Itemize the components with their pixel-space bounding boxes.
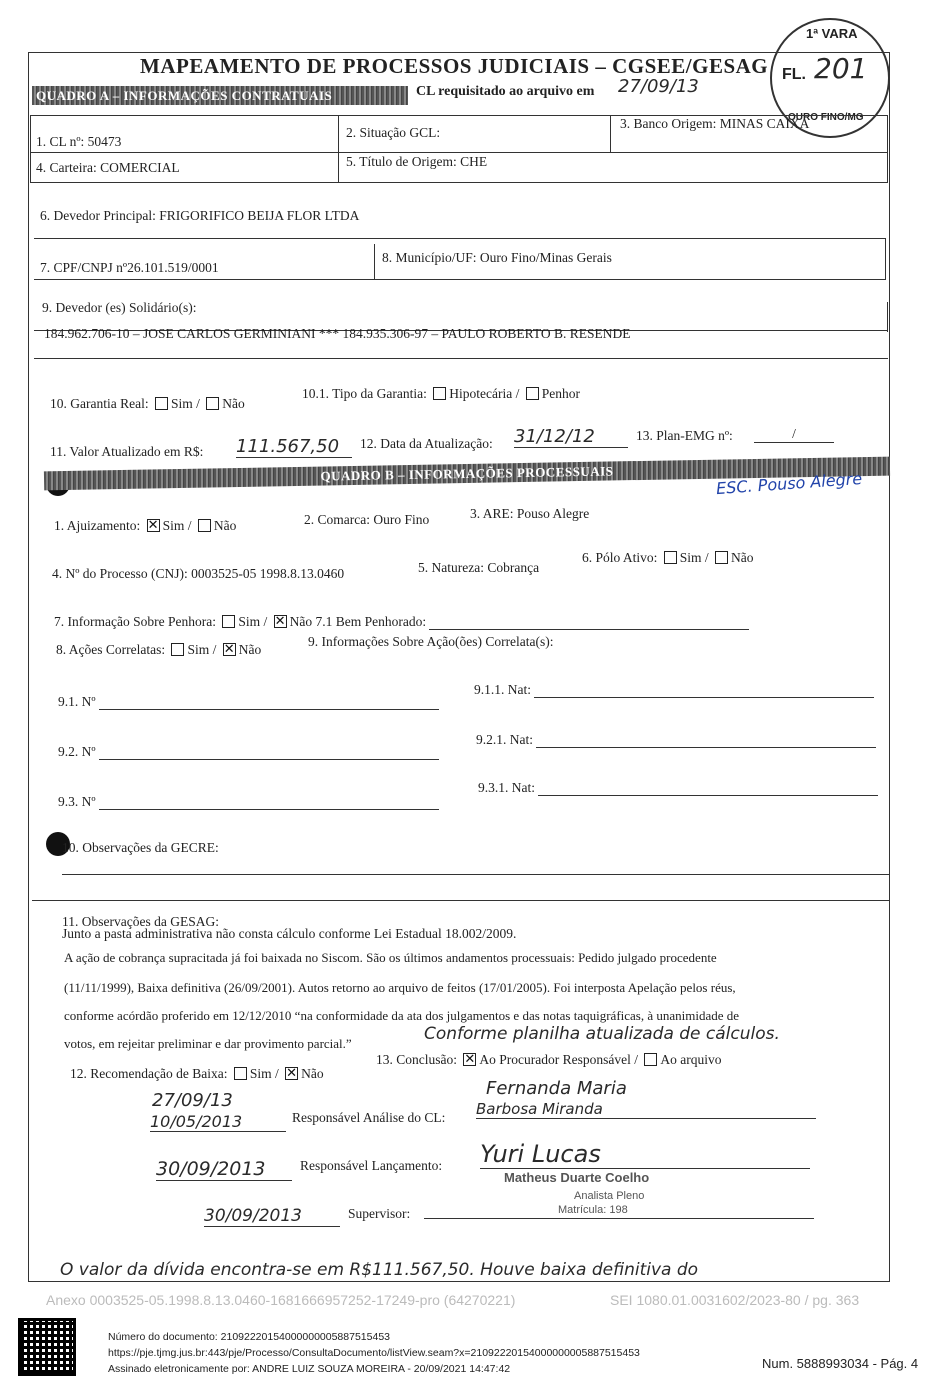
penhor-label: Penhor <box>541 386 580 401</box>
n93-row <box>58 794 439 810</box>
nao-label: Não <box>222 396 245 411</box>
cl-requisitado-date: 27/09/13 <box>618 76 699 97</box>
nao-label: Não <box>213 518 237 533</box>
date-b: 10/05/2013 <box>150 1112 286 1132</box>
nat911-field[interactable] <box>534 697 874 698</box>
recomendacao-sim-checkbox[interactable] <box>234 1067 247 1080</box>
quadro-a-bar: QUADRO A – INFORMAÇÕES CONTRATUAIS <box>32 86 408 105</box>
divider <box>34 358 888 359</box>
penhora-nao-checkbox[interactable] <box>274 615 287 628</box>
polo-sim-checkbox[interactable] <box>664 551 677 564</box>
form-title: MAPEAMENTO DE PROCESSOS JUDICIAIS – CGSEE/GESAG <box>140 54 769 78</box>
hipotecaria-checkbox[interactable] <box>433 387 446 400</box>
doc-url[interactable]: https://pje.tjmg.jus.br:443/pje/Processo/ConsultaDocumento/listView.seam?x=21092220154000000005887515453 <box>108 1347 640 1359</box>
municipio-uf: 8. Município/UF: Ouro Fino/Minas Gerais <box>382 250 612 265</box>
numero-processo: 4. Nº do Processo (CNJ): 0003525-05 1998.8.13.0460 <box>52 566 345 581</box>
ajuizamento-sim-checkbox[interactable] <box>147 519 160 532</box>
obs-line-5: votos, em rejeitar preliminar e dar provimento parcial.” <box>64 1036 352 1051</box>
obs-handwritten: Conforme planilha atualizada de cálculos. <box>424 1024 780 1044</box>
obs-line-1: Junto a pasta administrativa não consta cálculo conforme Lei Estadual 18.002/2009. <box>62 926 517 941</box>
assinado: Assinado eletronicamente por: ANDRE LUIZ SOUZA MOREIRA - 20/09/2021 14:47:42 <box>108 1363 511 1375</box>
garantia-nao-checkbox[interactable] <box>206 397 219 410</box>
anexo-watermark: Anexo 0003525-05.1998.8.13.0460-1681666957252-17249-pro (64270221) <box>46 1292 516 1308</box>
plan-emg-value: / <box>754 426 834 443</box>
ajuizamento-label: 1. Ajuizamento: <box>54 518 141 533</box>
n91-row <box>58 694 439 710</box>
nat931-field[interactable] <box>538 795 878 796</box>
ajuizamento-nao-checkbox[interactable] <box>198 519 211 532</box>
sig-analise-1: Fernanda Maria <box>486 1078 627 1099</box>
n91-field[interactable] <box>99 709 439 710</box>
nat911-label: 9.1.1. Nat: <box>474 682 531 697</box>
cl-number: 1. CL nº: 50473 <box>36 134 122 149</box>
plan-emg-label: 13. Plan-EMG nº: <box>636 428 733 443</box>
nat921-field[interactable] <box>536 747 876 748</box>
stamp-fl: FL. <box>782 66 806 83</box>
n91-label: 9.1. Nº <box>58 694 96 709</box>
bem-penhorado-label: 7.1 Bem Penhorado: <box>315 614 427 629</box>
cpf-cnpj: 7. CPF/CNPJ nº26.101.519/0001 <box>40 260 219 275</box>
polo-nao-checkbox[interactable] <box>715 551 728 564</box>
sim-label: Sim / <box>238 614 268 629</box>
sim-label: Sim / <box>170 396 200 411</box>
resp-analise-label: Responsável Análise do CL: <box>292 1110 446 1125</box>
quadro-b-bar: QUADRO B – INFORMAÇÕES PROCESSUAIS <box>44 457 890 491</box>
nao-label: Não <box>731 550 754 565</box>
n93-label: 9.3. Nº <box>58 794 96 809</box>
stamp-role: Analista Pleno <box>574 1190 645 1202</box>
recomendacao-nao-checkbox[interactable] <box>285 1067 298 1080</box>
hipotecaria-label: Hipotecária / <box>449 386 520 401</box>
supervisor-label: Supervisor: <box>348 1206 411 1221</box>
devedores-solidarios-label: 9. Devedor (es) Solidário(s): <box>42 300 197 315</box>
sei-watermark: SEI 1080.01.0031602/2023-80 / pg. 363 <box>610 1292 860 1308</box>
n92-label: 9.2. Nº <box>58 744 96 759</box>
nat911-row <box>474 682 874 698</box>
ajuizamento-row <box>54 518 236 534</box>
divider <box>338 115 339 183</box>
cl-requisitado-label: CL requisitado ao arquivo em <box>416 84 595 99</box>
sig-analise-2: Barbosa Miranda <box>476 1100 816 1119</box>
garantia-sim-checkbox[interactable] <box>155 397 168 410</box>
recomendacao-row <box>70 1066 324 1082</box>
acoes-sim-checkbox[interactable] <box>171 643 184 656</box>
penhora-sim-checkbox[interactable] <box>222 615 235 628</box>
titulo-origem: 5. Título de Origem: CHE <box>346 154 488 169</box>
tipo-garantia-row <box>302 386 580 402</box>
qr-code <box>18 1318 76 1376</box>
nao-label: Não <box>289 614 313 629</box>
ao-procurador-checkbox[interactable] <box>463 1053 476 1066</box>
sim-label: Sim / <box>162 518 192 533</box>
obs-gecre-label: 10. Observações da GECRE: <box>62 840 219 855</box>
acoes-row <box>56 642 261 658</box>
n93-field[interactable] <box>99 809 439 810</box>
obs-line-3: (11/11/1999), Baixa definitiva (26/09/2001). Autos retorno ao arquivo de feitos (17/01/2005). Foi interposta Apelação pelos réus, <box>64 980 736 995</box>
doc-number: Número do documento: 21092220154000000005887515453 <box>108 1331 390 1343</box>
stamp-bottom-text: OURO FINO/MG <box>788 112 864 123</box>
penhor-checkbox[interactable] <box>526 387 539 400</box>
sim-label: Sim / <box>679 550 709 565</box>
bottom-handwritten: O valor da dívida encontra-se em R$111.567,50. Houve baixa definitiva do <box>60 1260 699 1280</box>
ao-arquivo-checkbox[interactable] <box>644 1053 657 1066</box>
valor-atualizado: 111.567,50 <box>236 436 352 458</box>
polo-ativo-row <box>582 550 754 566</box>
date-d: 30/09/2013 <box>204 1206 340 1227</box>
tipo-garantia-label: 10.1. Tipo da Garantia: <box>302 386 427 401</box>
stamp-name: Matheus Duarte Coelho <box>504 1170 650 1185</box>
natureza: 5. Natureza: Cobrança <box>418 560 540 575</box>
data-atualizacao: 31/12/12 <box>514 426 628 448</box>
nat931-label: 9.3.1. Nat: <box>478 780 535 795</box>
ao-procurador-label: Ao Procurador Responsável / <box>479 1052 638 1067</box>
sig-lancamento: Yuri Lucas <box>480 1140 810 1169</box>
recomendacao-label: 12. Recomendação de Baixa: <box>70 1066 228 1081</box>
esc-note: ESC. Pouso Alegre <box>715 468 863 499</box>
acoes-label: 8. Ações Correlatas: <box>56 642 166 657</box>
divider <box>424 1218 814 1219</box>
polo-label: 6. Pólo Ativo: <box>582 550 658 565</box>
conclusao-label: 13. Conclusão: <box>376 1052 457 1067</box>
acoes-nao-checkbox[interactable] <box>223 643 236 656</box>
nat931-row <box>478 780 878 796</box>
sim-label: Sim / <box>187 642 217 657</box>
stamp-top-text: 1ª VARA <box>806 26 858 41</box>
obs-gesag-label: 11. Observações da GESAG: <box>62 914 219 929</box>
penhora-label: 7. Informação Sobre Penhora: <box>54 614 216 629</box>
ao-arquivo-label: Ao arquivo <box>660 1052 722 1067</box>
date-a: 27/09/13 <box>152 1090 233 1111</box>
devedor-principal: 6. Devedor Principal: FRIGORIFICO BEIJA FLOR LTDA <box>40 208 360 223</box>
nao-label: Não <box>301 1066 324 1081</box>
n92-row <box>58 744 439 760</box>
sim-label: Sim / <box>249 1066 279 1081</box>
divider <box>30 152 888 153</box>
date-c: 30/09/2013 <box>156 1158 292 1181</box>
banco-origem: 3. Banco Origem: MINAS CAIXA <box>620 116 810 131</box>
nao-label: Não <box>238 642 262 657</box>
nat921-row <box>476 732 876 748</box>
num-pag: Num. 5888993034 - Pág. 4 <box>762 1356 919 1371</box>
obs-line-4: conforme acórdão proferido em 12/12/2010 “na conformidade da ata dos julgamentos e das notas taquigráficas, à unanimidade de <box>64 1008 740 1023</box>
are: 3. ARE: Pouso Alegre <box>470 506 590 521</box>
conclusao-row <box>376 1052 721 1068</box>
stamp-mat: Matrícula: 198 <box>558 1204 628 1216</box>
data-atualizacao-label: 12. Data da Atualização: <box>360 436 493 451</box>
penhora-row <box>54 614 749 630</box>
obs-line-2: A ação de cobrança supracitada já foi baixada no Siscom. São os últimos andamentos processuais: Pedido julgado procedente <box>64 950 717 965</box>
divider <box>610 115 611 152</box>
comarca: 2. Comarca: Ouro Fino <box>304 512 430 527</box>
devedores-solidarios: 184.962.706-10 – JOSE CARLOS GERMINIANI *** 184.935.306-97 – PAULO ROBERTO B. RESENDE <box>44 326 631 341</box>
garantia-label: 10. Garantia Real: <box>50 396 149 411</box>
divider <box>62 874 890 875</box>
valor-label: 11. Valor Atualizado em R$: <box>50 444 204 459</box>
info-acoes-label: 9. Informações Sobre Ação(ões) Correlata(s): <box>308 634 554 649</box>
garantia-row <box>50 396 245 412</box>
n92-field[interactable] <box>99 759 439 760</box>
carteira: 4. Carteira: COMERCIAL <box>36 160 180 175</box>
divider <box>32 900 890 901</box>
divider <box>374 244 375 280</box>
stamp-page-number: 201 <box>814 52 868 85</box>
bem-penhorado-field[interactable] <box>429 629 749 630</box>
nat921-label: 9.2.1. Nat: <box>476 732 533 747</box>
resp-lancamento-label: Responsável Lançamento: <box>300 1158 443 1173</box>
situacao-gcl: 2. Situação GCL: <box>346 125 441 140</box>
